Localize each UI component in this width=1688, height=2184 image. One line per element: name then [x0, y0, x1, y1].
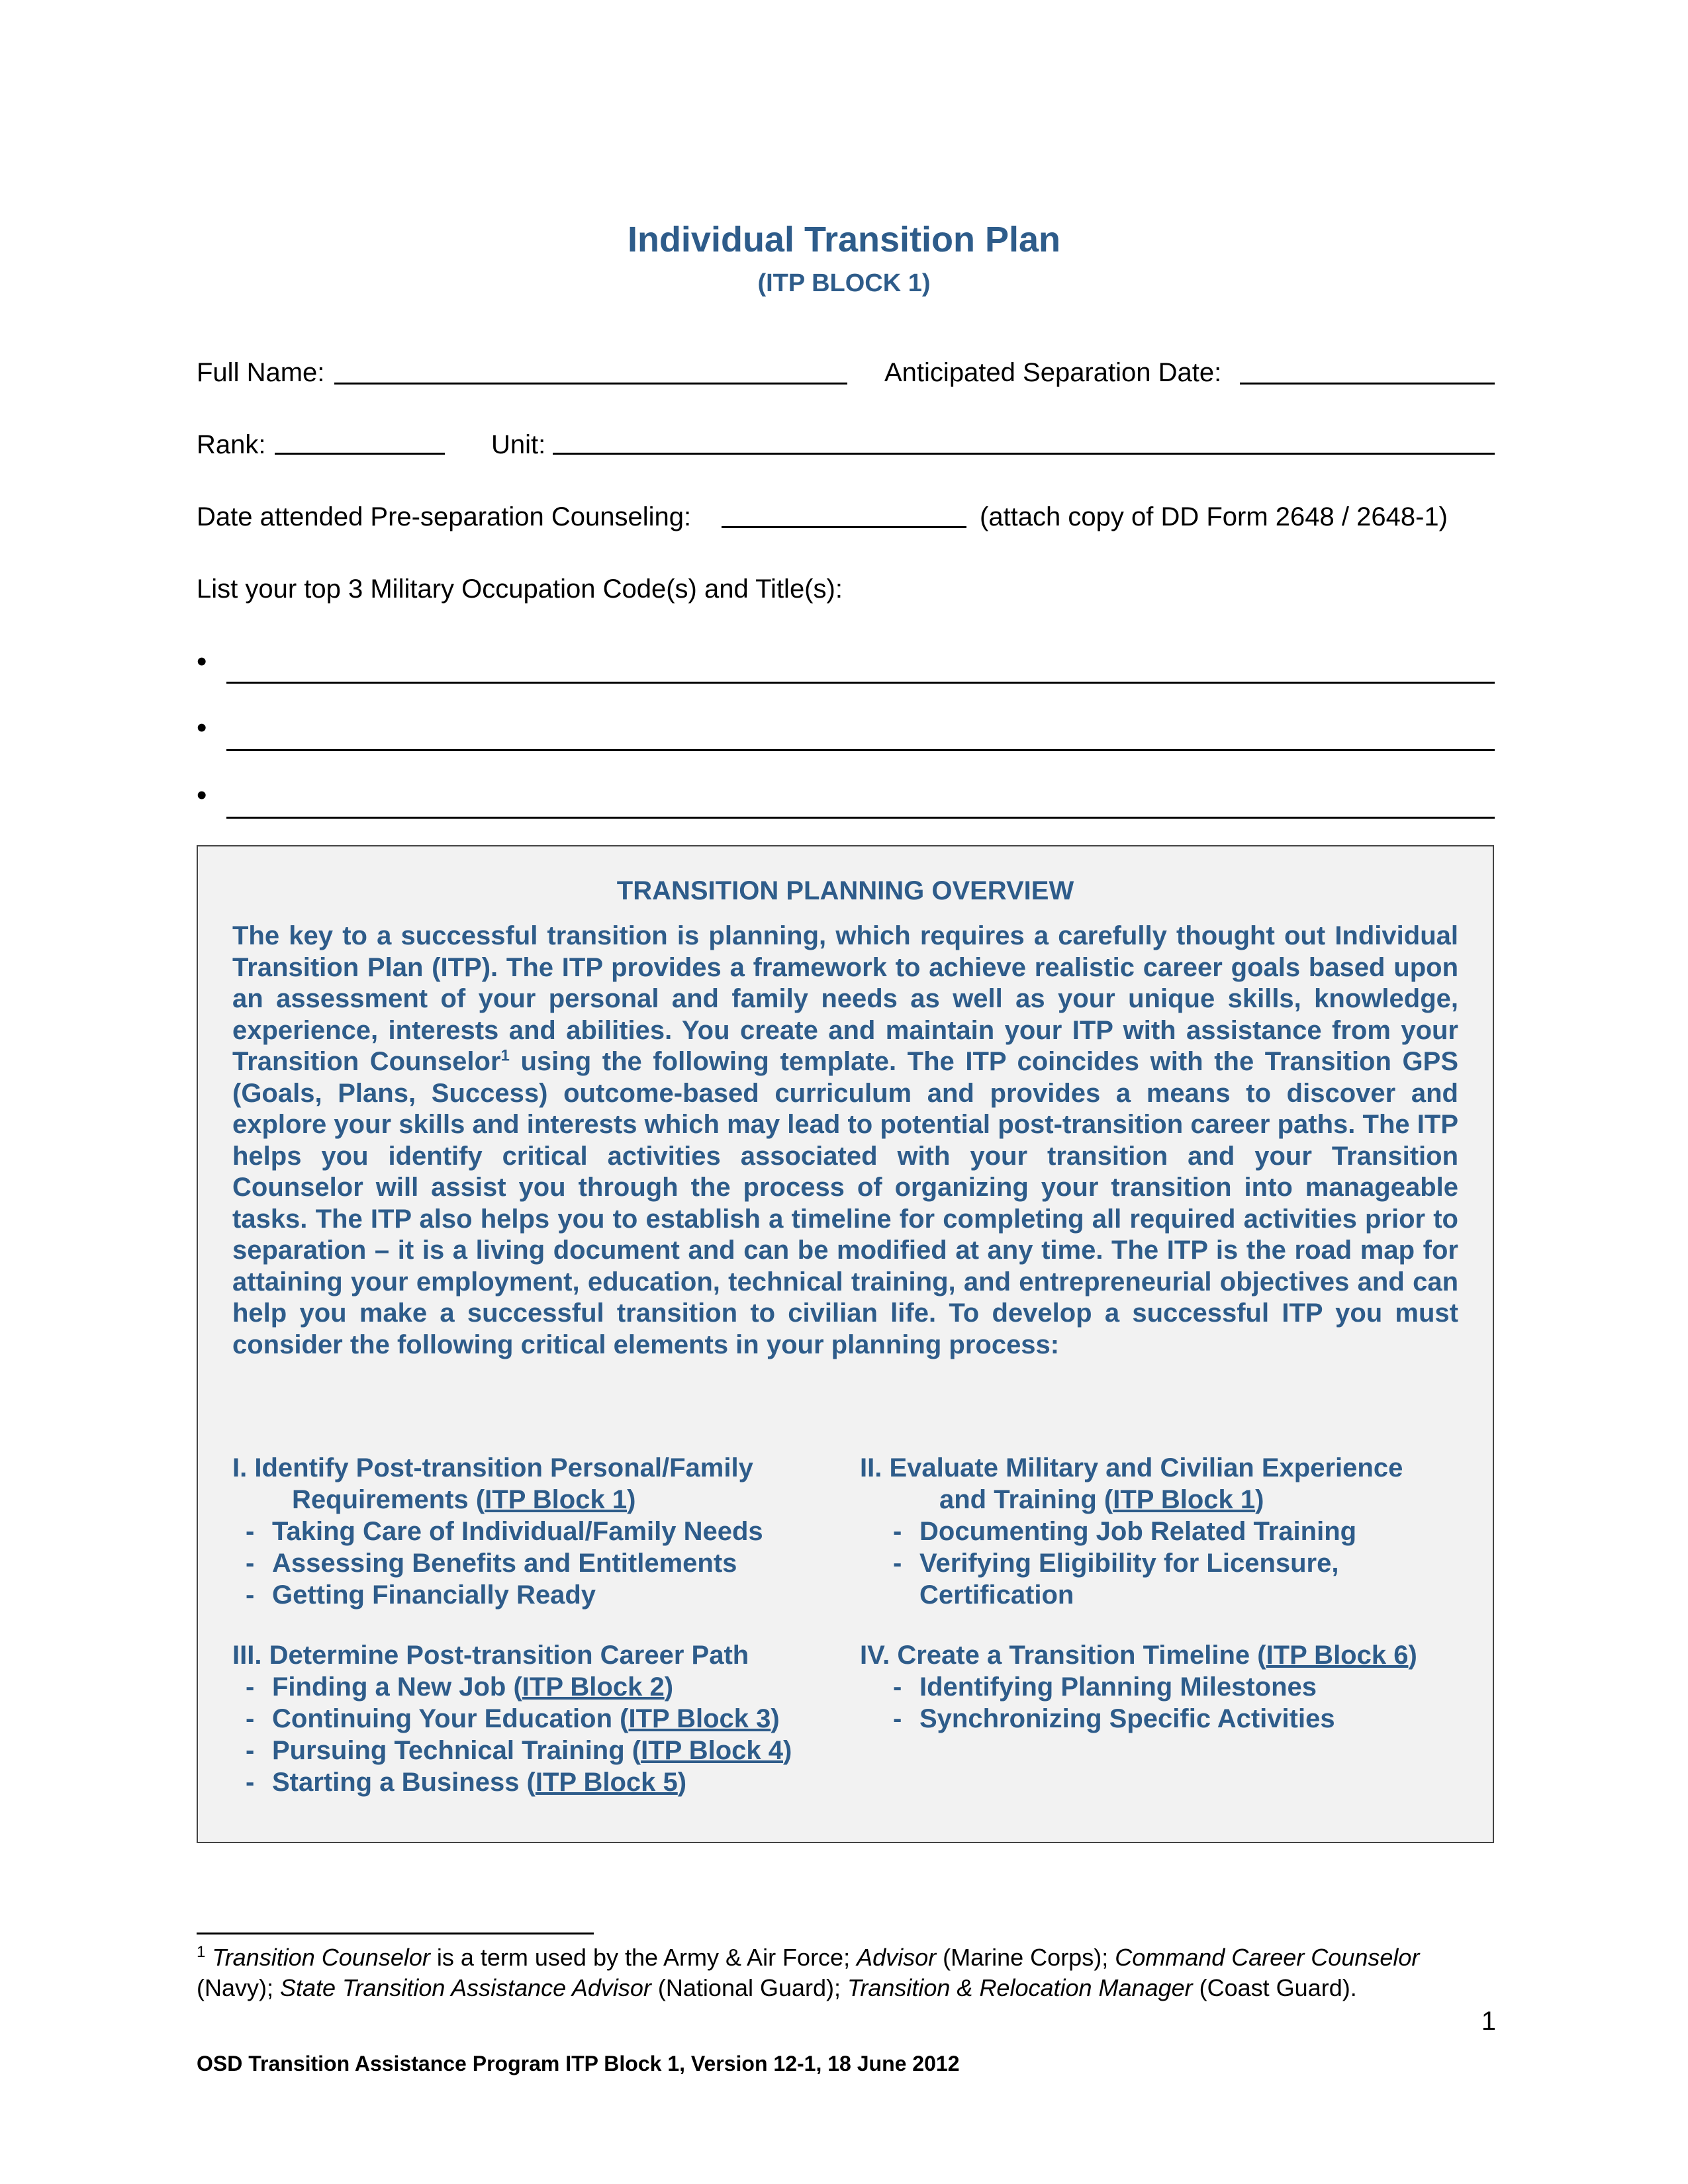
counseling-date-field[interactable] [722, 526, 966, 528]
list-item: - Synchronizing Specific Activities [893, 1704, 1335, 1733]
overview-paragraph: The key to a successful transition is planning, which requires a carefully thought out Individual Transition Plan (ITP). The ITP provides a framework to achieve realistic career goals based upon an assessment of your personal and family needs as well as your unique skills, knowledge, experience, interests and abilities. You create and maintain your ITP with assistance from your Transition Counselor$^1$ using the following template. The ITP coincides with the Transition GPS (Goals, Plans, Success) outcome-based curriculum and provides a means to discover and explore your skills and interests which may lead to potential post-transition career paths. The ITP helps you identify critical activities associated with your transition and your Transition Counselor will assist you through the process of organizing your transition into manageable tasks. The ITP also helps you to establish a timeline for completing all required activities prior to separation – it is a living document and can be modified at any time. The ITP is the road map for attaining your employment, education, technical training, and entrepreneurial objectives and can help you make a successful transition to civilian life. To develop a successful ITP you must consider the following critical elements in your planning process: [232, 921, 1458, 1359]
section-military-civilian-experience: II. Evaluate Military and Civilian Experience and Training (ITP Block 1) - Documenting Job Related Training - Verifying Eligibility for Licensure, Certification [860, 1452, 1482, 1611]
separation-date-field[interactable] [1240, 383, 1495, 385]
dd-form-note: (attach copy of DD Form 2648 / 2648-1) [980, 502, 1448, 531]
full-name-field[interactable] [334, 383, 847, 385]
document-subtitle: (ITP BLOCK 1) [757, 269, 931, 297]
unit-label: Unit: [491, 430, 546, 459]
itp-block-1-link[interactable]: ITP Block 1 [1113, 1485, 1256, 1514]
section-transition-timeline: IV. Create a Transition Timeline (ITP Block 6) - Identifying Planning Milestones - Synchronizing Specific Activities [860, 1639, 1482, 1735]
itp-block-2-link[interactable]: ITP Block 2 [522, 1672, 665, 1702]
itp-block-1-link[interactable]: ITP Block 1 [485, 1485, 628, 1514]
footnote: $^1$ Transition Counselor is a term used by the Army & Air Force; Advisor (Marine Corps); Command Career Counselor (Navy); State Transition Assistance Advisor (National Guard); Transition & Relocation Manager (Coast Guard). [197, 1943, 1420, 2001]
list-item: - Continuing Your Education (ITP Block 3) [246, 1704, 780, 1733]
list-item: - Verifying Eligibility for Licensure, [893, 1549, 1339, 1578]
footnote-reference: 1 [500, 1046, 510, 1065]
itp-block-4-link[interactable]: ITP Block 4 [641, 1736, 784, 1765]
separation-date-label: Anticipated Separation Date: [884, 358, 1222, 387]
list-item: - Documenting Job Related Training [893, 1517, 1357, 1546]
moc-label: List your top 3 Military Occupation Code(s) and Title(s): [197, 574, 843, 604]
bullet-icon: • [197, 711, 207, 744]
section-personal-family: I. Identify Post-transition Personal/Family Requirements (ITP Block 1) - Taking Care of Individual/Family Needs - Assessing Benefits and Entitlements - Getting Financially Ready [232, 1452, 841, 1611]
full-name-label: Full Name: [197, 358, 325, 387]
list-item: - Taking Care of Individual/Family Needs [246, 1517, 763, 1546]
footnote-separator [197, 1933, 594, 1934]
rank-label: Rank: [197, 430, 266, 459]
moc-entry-1[interactable] [226, 682, 1495, 684]
moc-entry-2[interactable] [226, 749, 1495, 751]
rank-field[interactable] [275, 453, 445, 455]
bullet-icon: • [197, 645, 207, 678]
document-title: Individual Transition Plan [627, 220, 1061, 259]
page-number: 1 [1481, 2007, 1496, 2036]
page-footer: OSD Transition Assistance Program ITP Block 1, Version 12-1, 18 June 2012 [197, 2052, 960, 2075]
transition-planning-overview-box [197, 845, 1494, 1843]
section-career-path: III. Determine Post-transition Career Path - Finding a New Job (ITP Block 2) - Continuing Your Education (ITP Block 3) - Pursuing Technical Training (ITP Block 4) - Starting a Business (ITP Block 5) [232, 1639, 855, 1798]
itp-block-6-link[interactable]: ITP Block 6 [1266, 1641, 1409, 1670]
unit-field[interactable] [553, 453, 1495, 455]
itp-block-5-link[interactable]: ITP Block 5 [535, 1768, 678, 1797]
overview-title: TRANSITION PLANNING OVERVIEW [616, 876, 1074, 905]
list-item: - Getting Financially Ready [246, 1580, 596, 1610]
list-item: - Finding a New Job (ITP Block 2) [246, 1672, 674, 1702]
list-item: - Assessing Benefits and Entitlements [246, 1549, 737, 1578]
list-item: - Identifying Planning Milestones [893, 1672, 1317, 1702]
counseling-date-label: Date attended Pre-separation Counseling: [197, 502, 692, 531]
list-item: - Starting a Business (ITP Block 5) [246, 1768, 687, 1797]
moc-entry-3[interactable] [226, 817, 1495, 819]
bullet-icon: • [197, 779, 207, 811]
itp-block-3-link[interactable]: ITP Block 3 [628, 1704, 771, 1733]
list-item: - Pursuing Technical Training (ITP Block 4) [246, 1736, 792, 1765]
